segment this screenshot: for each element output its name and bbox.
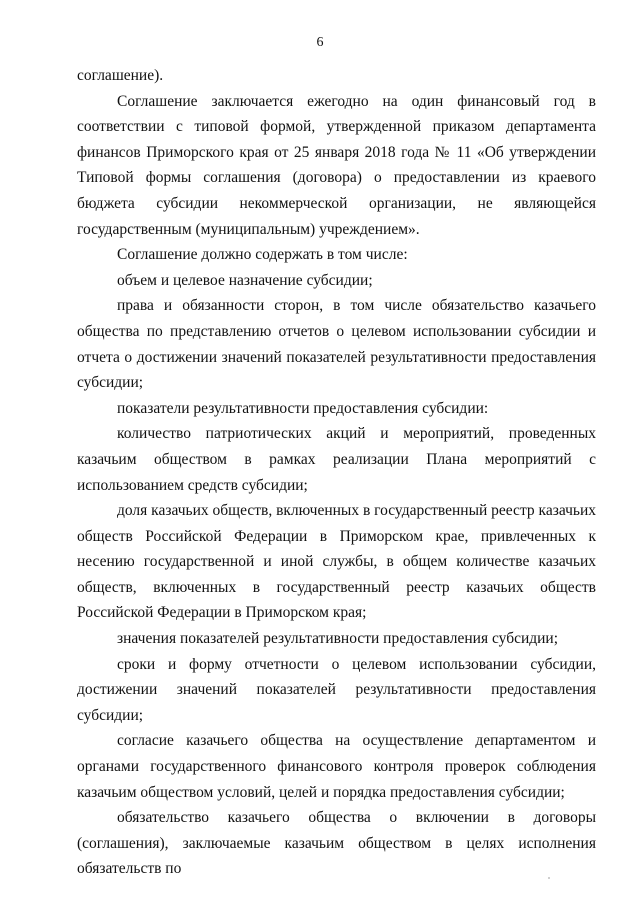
paragraph: Соглашение заключается ежегодно на один финансовый год в соответствии с типовой формой, утвержденной приказом департамента финансов Приморского края от 25 января 2018 года № 11 «Об утверждении Типовой формы соглашения (договора) о предоставлении из краевого бюджета субсидии некоммерческой организации, не являющейся государственным (муниципальным) учреждением».: [77, 92, 596, 238]
body-text: [77, 63, 596, 882]
paragraph: обязательство казачьего общества о включении в договоры (соглашения), заключаемые казачьим обществом в целях исполнения обязательств по: [77, 809, 596, 878]
paragraph: соглашение).: [77, 67, 164, 84]
page-number: 6: [316, 35, 324, 50]
paragraph: права и обязанности сторон, в том числе обязательство казачьего общества по представлению отчетов о целевом использовании субсидии и отчета о достижении значений показателей результативности предоставления субсидии;: [77, 297, 596, 392]
paragraph: значения показателей результативности предоставления субсидии;: [117, 630, 559, 648]
scan-artifact: [548, 877, 550, 879]
paragraph: объем и целевое назначение субсидии;: [117, 271, 373, 289]
paragraph: показатели результативности предоставления субсидии:: [117, 399, 489, 417]
paragraph: Соглашение должно содержать в том числе:: [117, 246, 408, 264]
paragraph: количество патриотических акций и мероприятий, проведенных казачьим обществом в рамках реализации Плана мероприятий с использованием средств субсидии;: [77, 425, 596, 494]
paragraph: доля казачьих обществ, включенных в государственный реестр казачьих обществ Российской Федерации в Приморском крае, привлеченных к несению государственной и иной службы, в общем количестве казачьих обществ, включенных в государственный реестр казачьих обществ Российской Федерации в Приморском края;: [77, 502, 596, 622]
paragraph: согласие казачьего общества на осуществление департаментом и органами государственного финансового контроля проверок соблюдения казачьим обществом условий, целей и порядка предоставления субсидии;: [77, 732, 596, 801]
paragraph: сроки и форму отчетности о целевом использовании субсидии, достижении значений показателей результативности предоставления субсидии;: [77, 655, 596, 724]
